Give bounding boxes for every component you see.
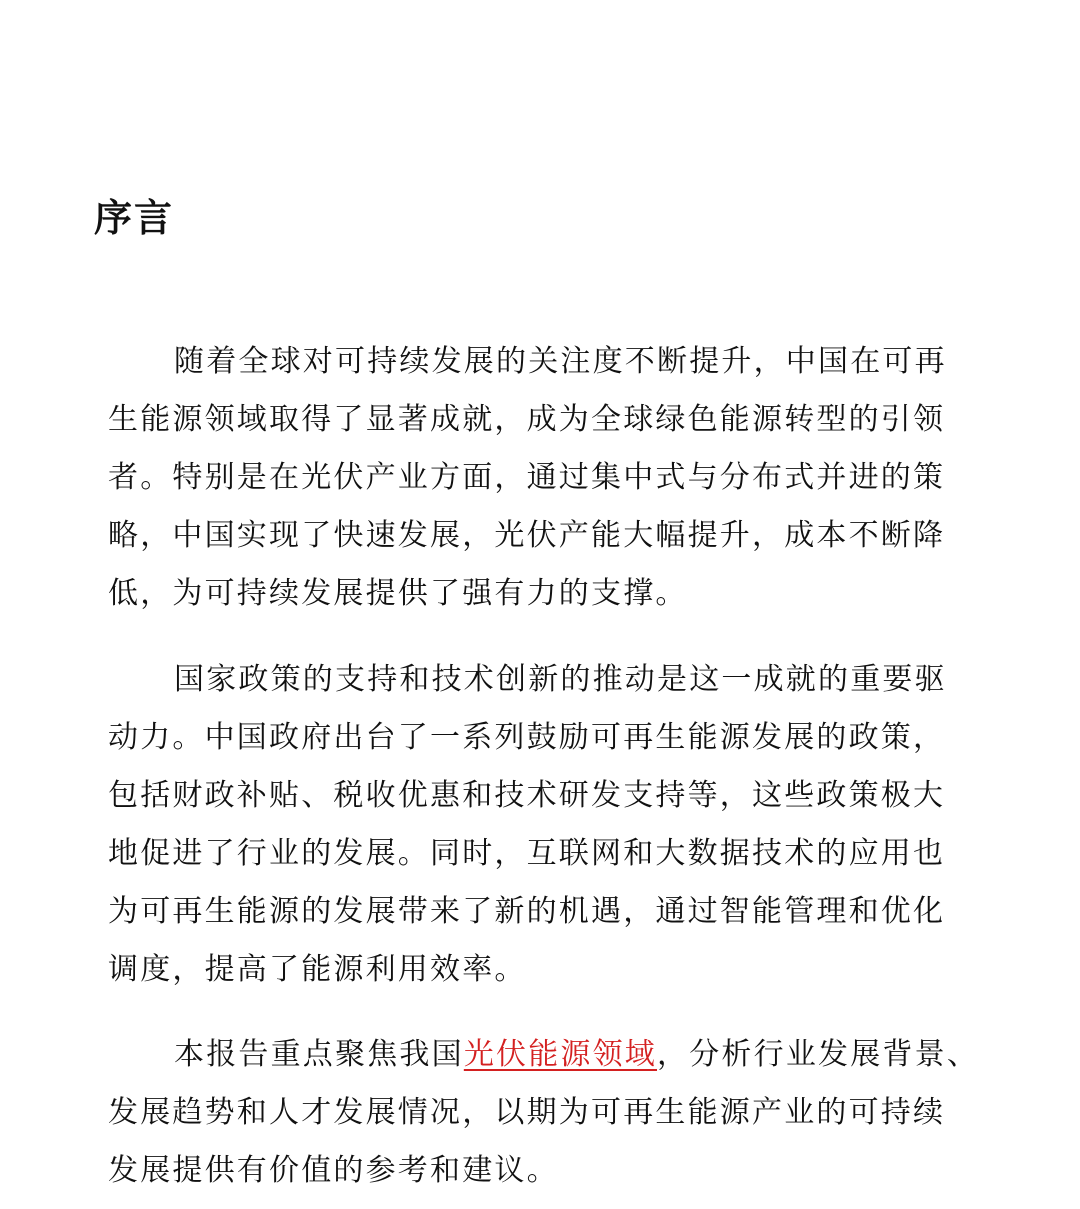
paragraph-2	[108, 651, 988, 999]
paragraph-line: 调度，提高了能源利用效率。	[108, 952, 527, 987]
paragraph-line	[108, 1026, 988, 1084]
paragraph-line: 包括财政补贴、税收优惠和技术研发支持等，这些政策极大	[108, 778, 946, 813]
paragraph-line: 随着全球对可持续发展的关注度不断提升，中国在可再	[174, 344, 947, 379]
paragraph-line: 生能源领域取得了显著成就，成为全球绿色能源转型的引领	[108, 402, 946, 437]
paragraph-line: 为可再生能源的发展带来了新的机遇，通过智能管理和优化	[108, 894, 946, 929]
paragraph-line: 者。特别是在光伏产业方面，通过集中式与分布式并进的策	[108, 460, 946, 495]
paragraph-line: 发展提供有价值的参考和建议。	[108, 1153, 559, 1188]
paragraph-line: 发展趋势和人才发展情况，以期为可再生能源产业的可持续	[108, 1095, 946, 1130]
paragraph-text: ，分析行业发展背景、	[657, 1037, 980, 1072]
paragraph-line: 国家政策的支持和技术创新的推动是这一成就的重要驱	[174, 662, 947, 697]
paragraph-line: 略，中国实现了快速发展，光伏产能大幅提升，成本不断降	[108, 518, 946, 553]
paragraph-3	[108, 1026, 988, 1200]
page-title: 序言	[94, 196, 175, 240]
paragraph-1	[108, 333, 988, 623]
photovoltaic-link[interactable]: 光伏能源领域	[463, 1037, 658, 1072]
paragraph-line: 动力。中国政府出台了一系列鼓励可再生能源发展的政策，	[108, 720, 946, 755]
paragraph-line: 低，为可持续发展提供了强有力的支撑。	[108, 576, 688, 611]
paragraph-line: 地促进了行业的发展。同时，互联网和大数据技术的应用也	[108, 836, 946, 871]
paragraph-text: 本报告重点聚焦我国	[174, 1037, 464, 1072]
